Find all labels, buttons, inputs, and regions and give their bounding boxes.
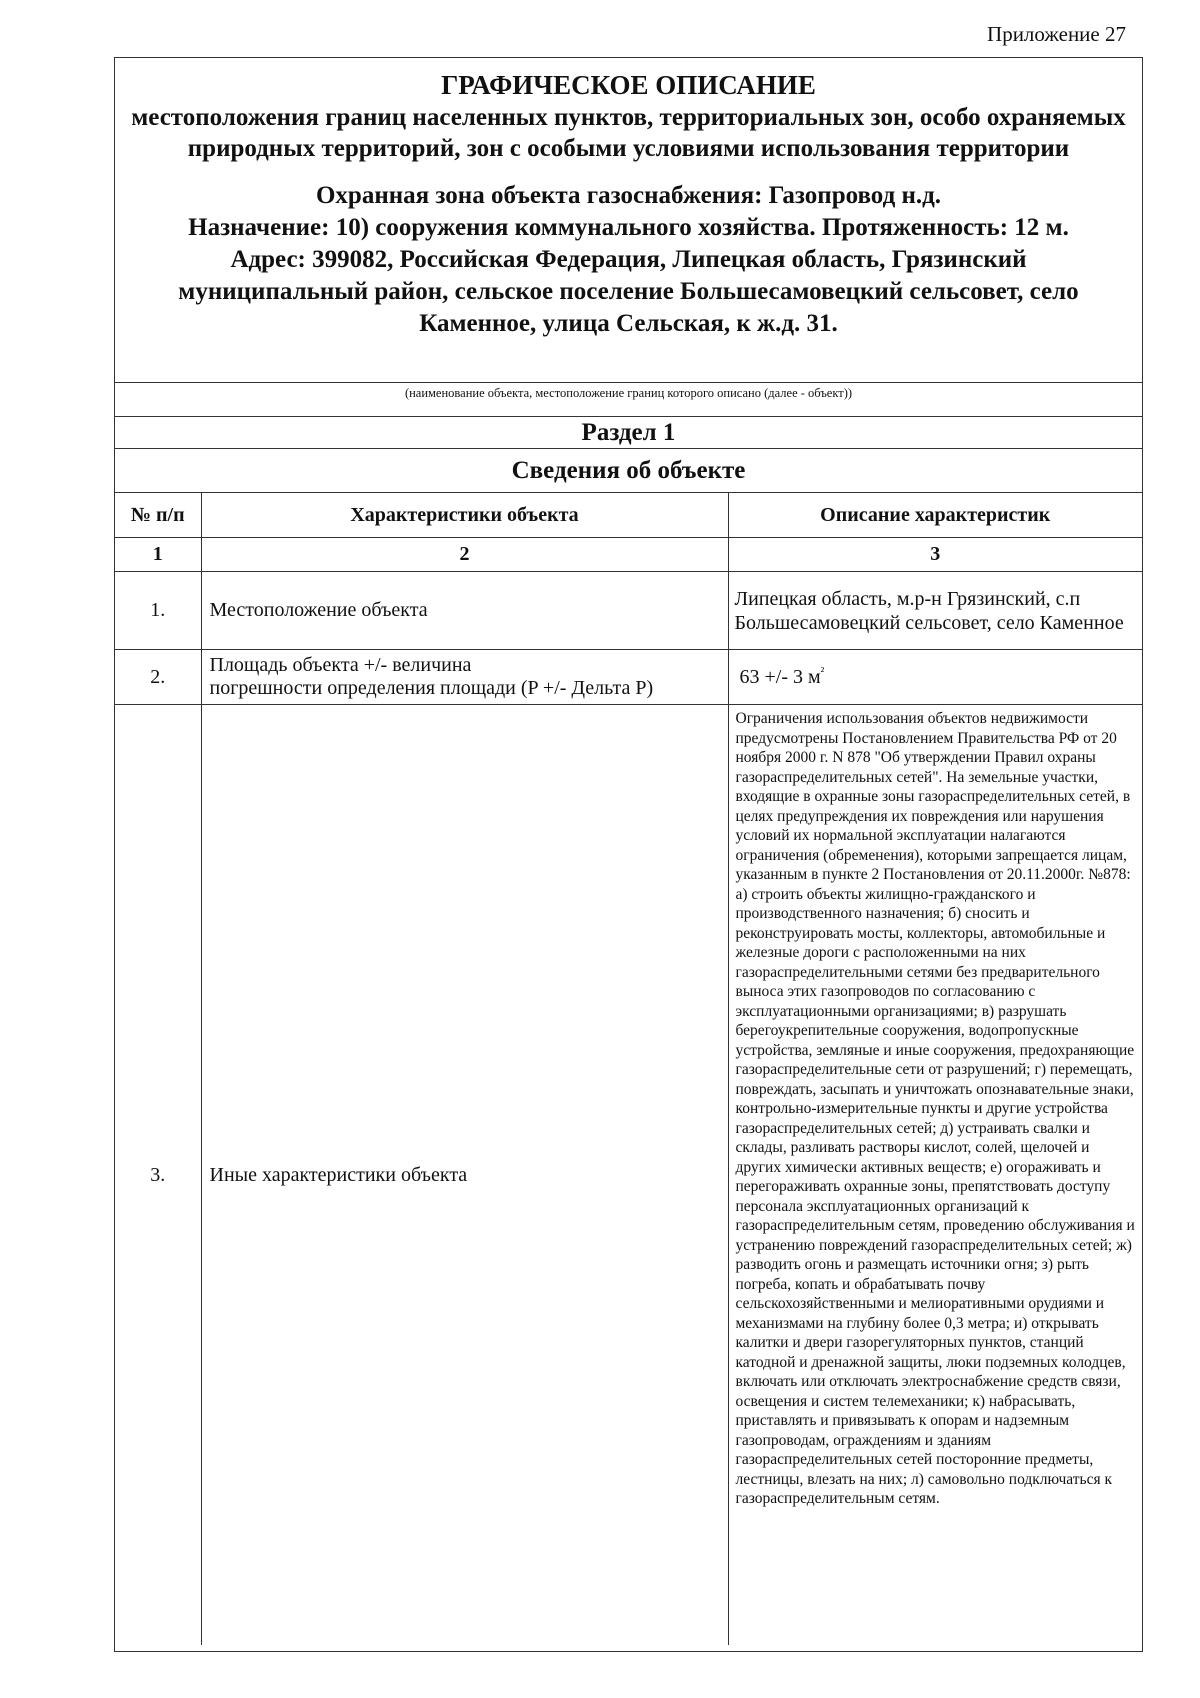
column-index-row bbox=[115, 538, 1142, 572]
section-subtitle: Сведения об объекте bbox=[115, 448, 1142, 492]
object-line: Каменное, улица Сельская, к ж.д. 31. bbox=[419, 310, 838, 337]
section-title: Раздел 1 bbox=[115, 416, 1142, 448]
document-subtitle: местоположения границ населенных пунктов, территориальных зон, особо охраняемых природных территорий, зон с особыми условиями использования территории bbox=[131, 104, 1126, 162]
object-caption: (наименование объекта, местоположение границ которого описано (далее - объект)) bbox=[115, 382, 1142, 416]
document-title: ГРАФИЧЕСКОЕ ОПИСАНИЕ bbox=[441, 70, 816, 100]
column-index: 3 bbox=[728, 538, 1142, 572]
object-description bbox=[115, 180, 1142, 340]
appendix-label: Приложение 27 bbox=[987, 22, 1126, 46]
object-line: Охранная зона объекта газоснабжения: Газопровод н.д. bbox=[315, 182, 942, 209]
object-line: Назначение: 10) сооружения коммунального хозяйства. Протяженность: 12 м. bbox=[188, 214, 1069, 241]
row-description: Ограничения использования объектов недвижимости предусмотрены Постановлением Правительства РФ от 20 ноября 2000 г. N 878 "Об утверждении Правил охраны газораспределительных сетей". На земельные участки, входящие в охранные зоны газораспределительных сетей, в целях предупреждения их повреждения или нарушения условий их нормальной эксплуатации налагаются ограничения (обременения), которыми запрещается лицам, указанным в пункте 2 Постановления от 20.11.2000г. №878: а) строить объекты жилищно-гражданского и производственного назначения; б) сносить и реконструировать мосты, коллекторы, автомобильные и железные дороги с расположенными на них газораспределительными сетями без предварительного выноса этих газопроводов по согласованию с эксплуатационными организациями; в) разрушать берегоукрепительные сооружения, водопропускные устройства, земляные и иные сооружения, предохраняющие газораспределительные сети от разрушений; г) перемещать, повреждать, засыпать и уничтожать опознавательные знаки, контрольно-измерительные пункты и другие устройства газораспределительных сетей; д) устраивать свалки и склады, разливать растворы кислот, солей, щелочей и других химически активных веществ; е) огораживать и перегораживать охранные зоны, препятствовать доступу персонала эксплуатационных организаций к газораспределительным сетям, проведению обслуживания и устранению повреждений газораспределительных сетей; ж) разводить огонь и размещать источники огня; з) рыть погреба, копать и обрабатывать почву сельскохозяйственными и мелиоративными орудиями и механизмами на глубину более 0,3 метра; и) открывать калитки и двери газорегуляторных пунктов, станций катодной и дренажной защиты, люки подземных колодцев, включать или отключать электроснабжение средств связи, освещения и систем телемеханики; к) набрасывать, приставлять и привязывать к опорам и надземным газопроводам, ограждениям и зданиям газораспределительных сетей посторонние предметы, лестницы, влезать на них; л) самовольно подключаться к газораспределительным сетям. bbox=[728, 705, 1142, 1646]
row-characteristic bbox=[201, 650, 728, 705]
area-value: 63 +/- 3 м bbox=[739, 666, 821, 688]
area-unit-superscript: ² bbox=[820, 664, 825, 679]
object-properties-table bbox=[115, 492, 1142, 1645]
column-index: 2 bbox=[201, 538, 728, 572]
table-row bbox=[115, 572, 1142, 650]
row-characteristic: Местоположение объекта bbox=[201, 572, 728, 650]
column-header-number: № п/п bbox=[115, 493, 201, 538]
characteristic-line: погрешности определения площади (P +/- Дельта P) bbox=[209, 677, 654, 699]
document-frame bbox=[114, 57, 1143, 1652]
table-row bbox=[115, 650, 1142, 705]
row-number: 3. bbox=[115, 705, 201, 1646]
column-header-description: Описание характеристик bbox=[728, 493, 1142, 538]
row-description bbox=[728, 650, 1142, 705]
object-line: Адрес: 399082, Российская Федерация, Липецкая область, Грязинский bbox=[230, 246, 1027, 273]
document-header bbox=[115, 58, 1142, 382]
column-header-characteristic: Характеристики объекта bbox=[201, 493, 728, 538]
table-header-row bbox=[115, 493, 1142, 538]
row-characteristic: Иные характеристики объекта bbox=[201, 705, 728, 1646]
table-row bbox=[115, 705, 1142, 1646]
characteristic-line: Площадь объекта +/- величина bbox=[209, 654, 472, 676]
row-number: 1. bbox=[115, 572, 201, 650]
column-index: 1 bbox=[115, 538, 201, 572]
row-description: Липецкая область, м.р-н Грязинский, с.п Большесамовецкий сельсовет, село Каменное bbox=[728, 572, 1142, 650]
object-line: муниципальный район, сельское поселение Большесамовецкий сельсовет, село bbox=[178, 278, 1079, 305]
row-number: 2. bbox=[115, 650, 201, 705]
